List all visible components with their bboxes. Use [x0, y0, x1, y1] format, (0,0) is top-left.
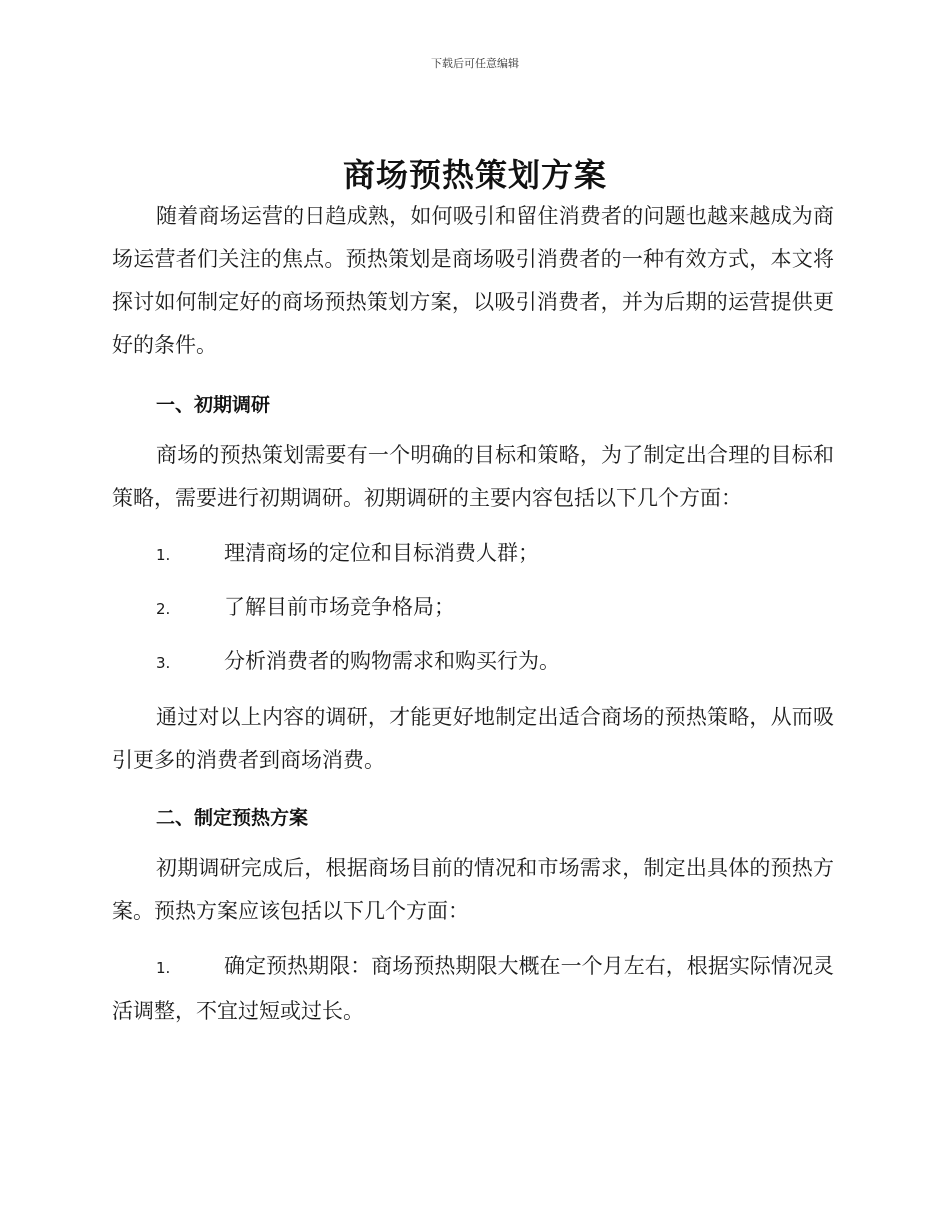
list-number: 3.: [156, 654, 171, 672]
list-item: [156, 640, 560, 685]
list-text: 理清商场的定位和目标消费人群；: [224, 541, 539, 565]
section-heading-plan: 二、制定预热方案: [156, 807, 309, 829]
intro-paragraph: 随着商场运营的日趋成熟，如何吸引和留住消费者的问题也越来越成为商场运营者们关注的焦点。预热策划是商场吸引消费者的一种有效方式，本文将探讨如何制定好的商场预热策划方案，以吸引消费者，并为后期的运营提供更好的条件。: [112, 204, 834, 357]
list-item: [156, 586, 455, 631]
research-paragraph: 商场的预热策划需要有一个明确的目标和策略，为了制定出合理的目标和策略，需要进行初期调研。初期调研的主要内容包括以下几个方面：: [112, 443, 834, 510]
header-note: 下载后可任意编辑: [431, 57, 519, 70]
plan-paragraph: 初期调研完成后，根据商场目前的情况和市场需求，制定出具体的预热方案。预热方案应该包括以下几个方面：: [112, 856, 834, 923]
list-number: 1.: [156, 546, 171, 564]
list-number: 2.: [156, 600, 171, 618]
list-item: [112, 945, 834, 1033]
list-text: 了解目前市场竞争格局；: [224, 595, 455, 619]
list-text: 分析消费者的购物需求和购买行为。: [224, 649, 560, 673]
list-item: [156, 532, 539, 577]
section-heading-research: 一、初期调研: [156, 394, 271, 416]
list-text: 确定预热期限：商场预热期限大概在一个月左右，根据实际情况灵活调整，不宜过短或过长。: [112, 954, 834, 1023]
research-conclusion: 通过对以上内容的调研，才能更好地制定出适合商场的预热策略，从而吸引更多的消费者到商场消费。: [112, 705, 834, 772]
list-number: 1.: [156, 959, 171, 977]
document-title: 商场预热策划方案: [342, 156, 607, 194]
